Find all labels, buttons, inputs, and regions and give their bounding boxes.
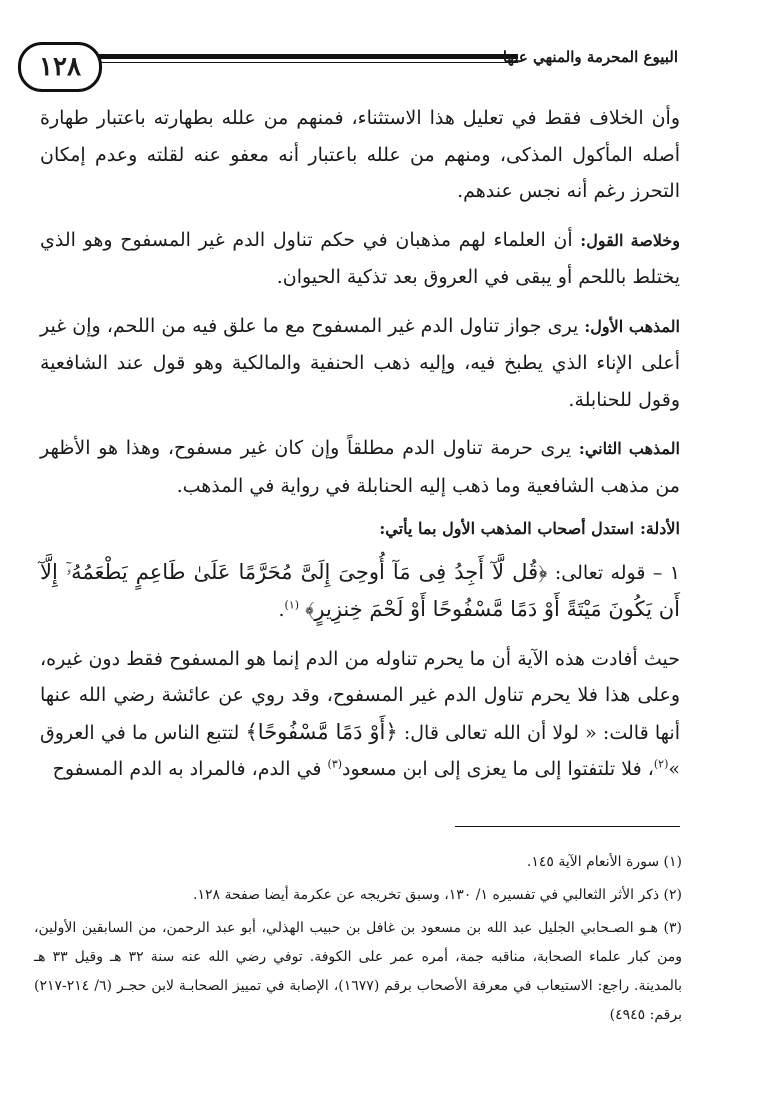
- quran-quote: ﴿أَوْ دَمًا مَّسْفُوحًا﴾: [245, 719, 398, 744]
- footnote-marker-3: (٣): [327, 757, 343, 771]
- evidence-item-1: [40, 554, 680, 629]
- running-title: البيوع المحرمة والمنهي عنها: [502, 48, 678, 66]
- paragraph-text: يرى حرمة تناول الدم مطلقاً وإن كان غير مسفوح، وهذا هو الأظهر من مذهب الشافعية وما ذهب إليه الحنابلة في رواية في المذهب.: [40, 437, 680, 497]
- evidence-heading: [40, 510, 680, 548]
- quran-verse: ﴿قُل لَّآ أَجِدُ فِى مَآ أُوحِىَ إِلَىَّ مُحَرَّمًا عَلَىٰ طَاعِمٍ يَطْعَمُهُۥٓ إِلَّآ أَن يَكُونَ مَيْتَةً أَوْ دَمًا مَّسْفُوحًا أَوْ لَحْمَ خِنزِيرٍ﴾: [40, 559, 680, 621]
- explanation-text-1: حيث أفادت هذه الآية أن ما يحرم تناوله من الدم إنما هو المسفوح فقط دون غيره، وعلى هذا فلا يحرم تناول الدم غير المسفوح، وقد روي عن عائشة رضي الله عنها أنها قالت: « لولا أن الله تعالى قال:: [40, 647, 680, 744]
- evidence-heading-lead: الأدلة:: [639, 519, 680, 538]
- paragraph-second-school: [40, 430, 680, 504]
- footnote-marker-2: (٢): [653, 757, 669, 771]
- main-text: [40, 100, 680, 800]
- paragraph-text: يرى جواز تناول الدم غير المسفوح مع ما علق فيه من اللحم، وإن غير أعلى الإناء الذي يطبخ فيه، وإليه ذهب الحنفية والمالكية وهو قول عند الشافعية وقول للحنابلة.: [40, 314, 680, 411]
- page-number-badge: ١٢٨: [18, 42, 102, 92]
- evidence-item-prefix: ١ – قوله تعالى:: [554, 561, 680, 584]
- explanation-text-4: في الدم، فالمراد به الدم المسفوح: [52, 758, 328, 780]
- evidence-heading-text: استدل أصحاب المذهب الأول بما يأتي:: [379, 519, 634, 538]
- footnote-marker-1: (١): [284, 598, 300, 612]
- paragraph-text: وأن الخلاف فقط في تعليل هذا الاستثناء، فمنهم من علله بطهارته باعتبار طهارة أصله المأكول المذكى، ومنهم من علله باعتبار أنه معفو عنه لقلته وعدم إمكان التحرز رغم أنه نجس عندهم.: [40, 107, 680, 202]
- footnote-2: (٢) ذكر الأثر الثعالبي في تفسيره ١/ ١٣٠، وسبق تخريجه عن عكرمة أيضا صفحة ١٢٨.: [193, 887, 682, 903]
- paragraph-lead: المذهب الثاني:: [578, 439, 681, 458]
- footnote-3: (٣) هـو الصـحابي الجليل عبد الله بن مسعود بن غافل بن حبيب الهذلي، أبو عبد الرحمن، من السابقين الأولين، ومن كبار علماء الصحابة، مناقبه جمة، أمره عمر على الكوفة. توفي رضي الله عنه سنة ٣٢ هـ وقيل ٣٣ هـ بالمدينة. راجع: الاستيعاب في معرفة الأصحاب برقم (١٦٧٧)، الإصابة في تمييز الصحابـة لابن حجـر (٦/ ٢١٤-٢١٧) برقم: ٤٩٤٥): [34, 920, 682, 1023]
- paragraph-lead: المذهب الأول:: [584, 316, 680, 336]
- paragraph-lead: وخلاصة القول:: [580, 230, 681, 250]
- header-rule: [90, 54, 518, 63]
- page-header: [18, 42, 678, 92]
- header-rule-thick: [90, 54, 518, 59]
- header-rule-thin: [90, 62, 518, 63]
- footnotes: [34, 848, 682, 1034]
- explanation-text-2: لتتبع الناس ما في العروق »: [40, 721, 680, 780]
- paragraph-text: أن العلماء لهم مذهبان في حكم تناول الدم غير المسفوح وهو الذي يختلط باللحم أو يبقى في العروق بعد تذكية الحيوان.: [40, 228, 680, 288]
- explanation-text-3: ، فلا تلتفتوا إلى ما يعزى إلى ابن مسعود: [342, 758, 654, 780]
- footnote-separator: [455, 826, 680, 827]
- paragraph-explanation: [40, 641, 680, 788]
- footnote-1: (١) سورة الأنعام الآية ١٤٥.: [526, 854, 682, 870]
- paragraph-conclusion: [40, 222, 680, 296]
- paragraph-1: [40, 100, 680, 210]
- evidence-item-end: .: [278, 599, 285, 621]
- paragraph-first-school: [40, 308, 680, 419]
